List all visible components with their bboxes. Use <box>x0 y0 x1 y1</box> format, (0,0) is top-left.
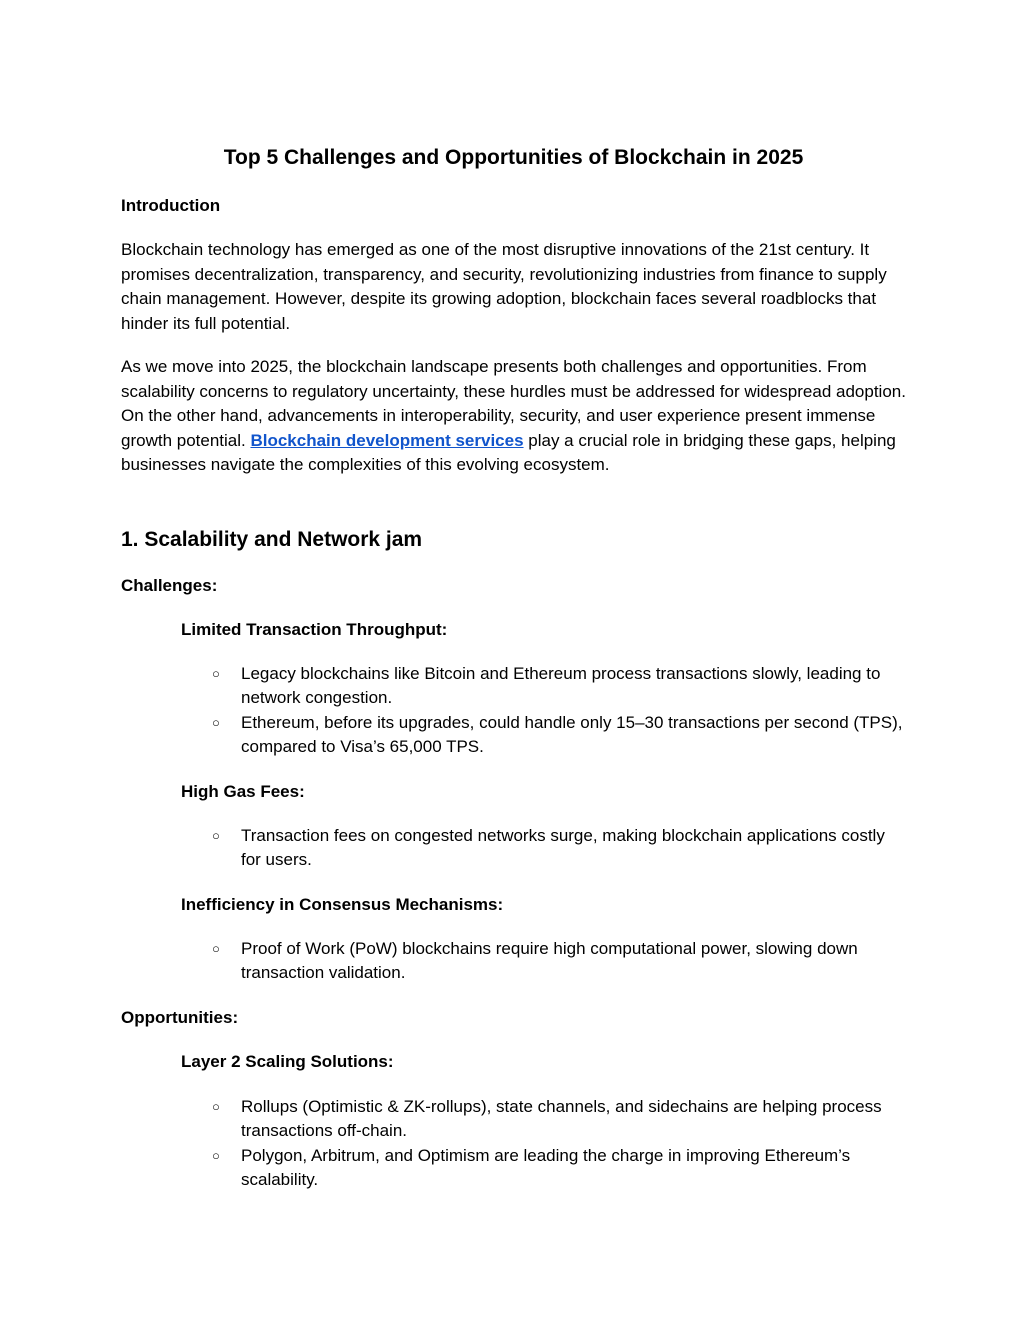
intro-paragraph-1: Blockchain technology has emerged as one of the most disruptive innovations of the 21st century. It promises decentralization, transparency, and security, revolutionizing industries from finance to supply chain management. However, despite its growing adoption, blockchain faces several roadblocks that hinder its full potential. <box>121 240 887 333</box>
challenges-label: Challenges: <box>121 576 218 595</box>
list-item-text: Transaction fees on congested networks surge, making blockchain applications costly for users. <box>241 826 885 870</box>
list-item <box>121 662 906 711</box>
blockchain-development-services-link[interactable]: Blockchain development services <box>250 430 524 450</box>
challenge-group-label: Inefficiency in Consensus Mechanisms: <box>181 895 504 914</box>
hollow-circle-bullet-icon: ○ <box>212 1147 220 1163</box>
list-item-text: Polygon, Arbitrum, and Optimism are leading the charge in improving Ethereum’s scalability. <box>241 1145 851 1190</box>
list-item-text: Legacy blockchains like Bitcoin and Ethereum process transactions slowly, leading to network congestion. <box>241 664 881 708</box>
opportunity-group-label: Layer 2 Scaling Solutions: <box>181 1052 394 1071</box>
section-1-heading: 1. Scalability and Network jam <box>121 528 423 551</box>
document-title: Top 5 Challenges and Opportunities of Blockchain in 2025 <box>223 146 804 169</box>
intro-paragraph-2-text-after: play a crucial role in bridging these gaps, helping businesses navigate the complexities of this evolving ecosystem. <box>121 430 896 475</box>
list-item <box>121 824 906 873</box>
challenge-bullet-list <box>121 824 906 873</box>
hollow-circle-bullet-icon: ○ <box>212 941 220 956</box>
list-item <box>121 1095 906 1144</box>
challenge-bullet-list <box>121 937 906 986</box>
challenge-group-label: Limited Transaction Throughput: <box>181 620 448 639</box>
challenge-bullet-list <box>121 662 906 760</box>
list-item-text: Ethereum, before its upgrades, could handle only 15–30 transactions per second (TPS), compared to Visa’s 65,000 TPS. <box>241 712 903 757</box>
list-item <box>121 937 906 986</box>
list-item-text: Rollups (Optimistic & ZK-rollups), state channels, and sidechains are helping process transactions off-chain. <box>241 1097 882 1141</box>
opportunities-label: Opportunities: <box>121 1008 239 1027</box>
intro-heading: Introduction <box>121 196 221 215</box>
list-item <box>121 711 906 760</box>
opportunity-bullet-list <box>121 1095 906 1193</box>
hollow-circle-bullet-icon: ○ <box>212 714 220 730</box>
list-item <box>121 1144 906 1193</box>
hollow-circle-bullet-icon: ○ <box>212 666 220 681</box>
intro-paragraph-2 <box>121 355 906 478</box>
challenge-group-label: High Gas Fees: <box>181 782 305 801</box>
intro-paragraph-2-text-before: As we move into 2025, the blockchain landscape presents both challenges and opportunities. From scalability concerns to regulatory uncertainty, these hurdles must be addressed for widespread adoption. On the other hand, advancements in interoperability, security, and user experience present immense growth potential. <box>121 357 906 450</box>
hollow-circle-bullet-icon: ○ <box>212 1099 220 1114</box>
list-item-text: Proof of Work (PoW) blockchains require high computational power, slowing down transaction validation. <box>241 939 858 983</box>
hollow-circle-bullet-icon: ○ <box>212 828 220 843</box>
